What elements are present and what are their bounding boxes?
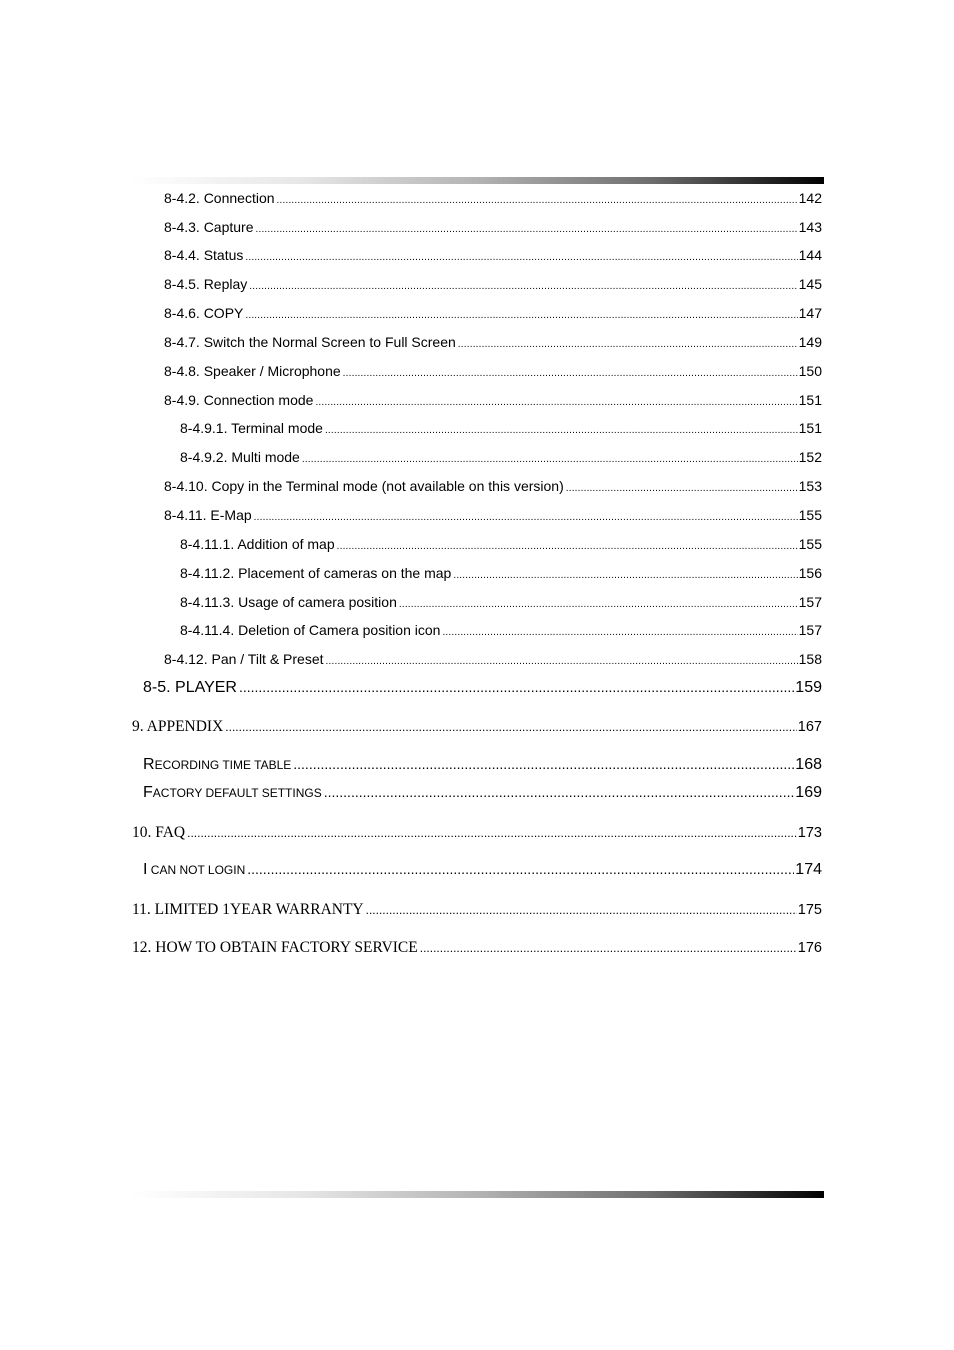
toc-entry[interactable] bbox=[164, 277, 822, 292]
toc-entry-page: 147 bbox=[798, 305, 822, 321]
toc-entry-title: 8-4.12. Pan / Tilt & Preset bbox=[164, 651, 324, 667]
toc-entry[interactable] bbox=[143, 862, 822, 878]
dot-leader bbox=[343, 369, 798, 379]
dot-leader bbox=[245, 311, 797, 321]
dot-leader bbox=[366, 904, 797, 916]
toc-entry-title: RECORDING TIME TABLE bbox=[143, 756, 292, 773]
toc-entry-title: 8-4.10. Copy in the Terminal mode (not available on this version) bbox=[164, 478, 564, 494]
toc-entry[interactable] bbox=[164, 220, 822, 235]
toc-entry[interactable] bbox=[180, 623, 822, 638]
toc-entry-page: 167 bbox=[797, 719, 822, 735]
dot-leader bbox=[325, 426, 798, 436]
toc-entry-title: 8-4.9.1. Terminal mode bbox=[180, 420, 323, 436]
dot-leader bbox=[254, 513, 798, 523]
dot-leader bbox=[302, 455, 798, 465]
toc-entry-title: FACTORY DEFAULT SETTINGS bbox=[143, 784, 322, 801]
toc-entry[interactable] bbox=[180, 421, 822, 436]
dot-leader bbox=[225, 721, 797, 733]
toc-entry-page: 174 bbox=[795, 861, 822, 878]
toc-entry[interactable] bbox=[164, 479, 822, 494]
dot-leader bbox=[324, 785, 795, 799]
toc-entry-page: 155 bbox=[798, 536, 822, 552]
toc-entry-page: 155 bbox=[798, 507, 822, 523]
toc-entry[interactable] bbox=[164, 306, 822, 321]
toc-entry-title: 8-5. PLAYER bbox=[143, 679, 237, 696]
dot-leader bbox=[566, 484, 798, 494]
dot-leader bbox=[256, 225, 798, 235]
toc-chapter-entry[interactable] bbox=[132, 719, 822, 735]
toc-entry[interactable] bbox=[180, 595, 822, 610]
dot-leader bbox=[453, 571, 797, 581]
toc-entry-title: I CAN NOT LOGIN bbox=[143, 861, 246, 878]
toc-entry-page: 157 bbox=[798, 622, 822, 638]
dot-leader bbox=[326, 657, 798, 667]
toc-entry[interactable] bbox=[180, 566, 822, 581]
toc-entry-title: 8-4.11. E-Map bbox=[164, 507, 252, 523]
toc-entry-title: 10. FAQ bbox=[132, 824, 186, 841]
toc-entry-page: 158 bbox=[798, 651, 822, 667]
toc-entry-title: 8-4.6. COPY bbox=[164, 305, 244, 321]
toc-entry-page: 149 bbox=[798, 334, 822, 350]
toc-entry[interactable] bbox=[164, 393, 822, 408]
toc-entry-title: 8-4.11.3. Usage of camera position bbox=[180, 594, 397, 610]
toc-chapter-entry[interactable] bbox=[132, 940, 822, 956]
toc-entry[interactable] bbox=[164, 191, 822, 206]
dot-leader bbox=[399, 600, 798, 610]
dot-leader bbox=[337, 542, 798, 552]
toc-entry-page: 156 bbox=[798, 565, 822, 581]
toc-entry-title: 8-4.3. Capture bbox=[164, 219, 254, 235]
toc-entry[interactable] bbox=[180, 537, 822, 552]
toc-entry-title: 8-4.9.2. Multi mode bbox=[180, 449, 300, 465]
toc-entry-title: 8-4.2. Connection bbox=[164, 190, 275, 206]
dot-leader bbox=[249, 282, 797, 292]
toc-entry[interactable] bbox=[143, 757, 822, 773]
toc-entry-page: 168 bbox=[795, 756, 822, 773]
toc-entry[interactable] bbox=[143, 785, 822, 801]
toc-entry-title: 8-4.11.4. Deletion of Camera position icon bbox=[180, 622, 441, 638]
footer-gradient-rule bbox=[131, 1191, 824, 1198]
toc-entry[interactable] bbox=[143, 680, 822, 696]
toc-entry-title: 8-4.11.2. Placement of cameras on the map bbox=[180, 565, 452, 581]
toc-entry-title: 8-4.8. Speaker / Microphone bbox=[164, 363, 341, 379]
toc-entry-page: 143 bbox=[798, 219, 822, 235]
toc-chapter-entry[interactable] bbox=[132, 902, 822, 918]
toc-entry-page: 175 bbox=[797, 902, 822, 918]
toc-entry[interactable] bbox=[180, 450, 822, 465]
toc-entry-page: 144 bbox=[798, 247, 822, 263]
dot-leader bbox=[245, 253, 797, 263]
toc-entry-page: 152 bbox=[798, 449, 822, 465]
toc-entry-title: 11. LIMITED 1YEAR WARRANTY bbox=[132, 901, 364, 918]
toc-entry-title: 8-4.5. Replay bbox=[164, 276, 248, 292]
dot-leader bbox=[420, 942, 797, 954]
toc-entry[interactable] bbox=[164, 335, 822, 350]
toc-entry-page: 151 bbox=[798, 420, 822, 436]
dot-leader bbox=[247, 862, 794, 876]
dot-leader bbox=[315, 398, 797, 408]
toc-entry[interactable] bbox=[164, 248, 822, 263]
toc-entry[interactable] bbox=[164, 364, 822, 379]
toc-entry-title: 9. APPENDIX bbox=[132, 718, 224, 735]
toc-entry-page: 153 bbox=[798, 478, 822, 494]
toc-entry-page: 157 bbox=[798, 594, 822, 610]
dot-leader bbox=[458, 340, 798, 350]
dot-leader bbox=[239, 680, 794, 694]
toc-entry-page: 151 bbox=[798, 392, 822, 408]
toc-entry-page: 169 bbox=[795, 784, 822, 801]
toc-entry-page: 159 bbox=[795, 679, 822, 696]
dot-leader bbox=[293, 757, 794, 771]
toc-entry[interactable] bbox=[164, 652, 822, 667]
toc-entry-title: 8-4.7. Switch the Normal Screen to Full Screen bbox=[164, 334, 456, 350]
toc-entry-page: 145 bbox=[798, 276, 822, 292]
toc-entry[interactable] bbox=[164, 508, 822, 523]
dot-leader bbox=[442, 628, 797, 638]
toc-entry-title: 8-4.11.1. Addition of map bbox=[180, 536, 335, 552]
toc-entry-page: 176 bbox=[797, 940, 822, 956]
toc-chapter-entry[interactable] bbox=[132, 825, 822, 841]
toc-entry-title: 8-4.4. Status bbox=[164, 247, 244, 263]
dot-leader bbox=[187, 827, 797, 839]
toc-entry-page: 150 bbox=[798, 363, 822, 379]
toc-entry-title: 8-4.9. Connection mode bbox=[164, 392, 314, 408]
toc-entry-title: 12. HOW TO OBTAIN FACTORY SERVICE bbox=[132, 939, 418, 956]
toc-entry-page: 173 bbox=[797, 825, 822, 841]
dot-leader bbox=[277, 196, 798, 206]
toc-entry-page: 142 bbox=[798, 190, 822, 206]
